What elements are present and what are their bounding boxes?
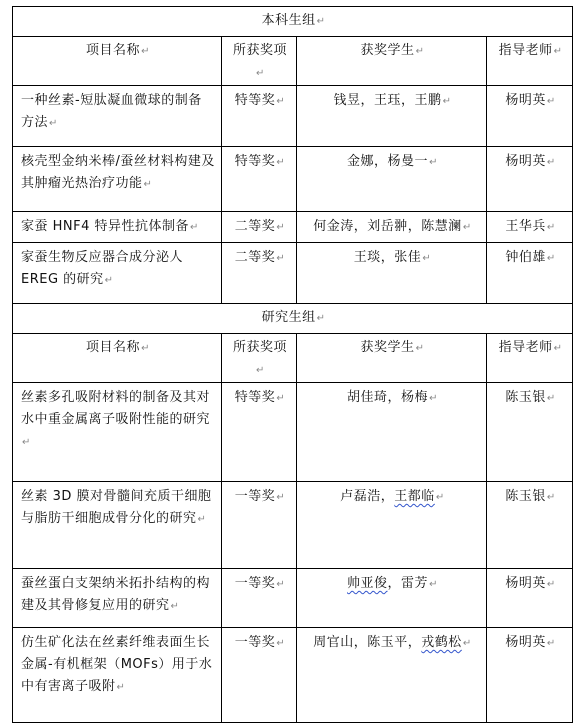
- advisor-cell: [487, 383, 573, 482]
- paragraph-mark: ↵: [462, 222, 472, 233]
- paragraph-mark: ↵: [553, 46, 563, 57]
- students-cell: [297, 383, 487, 482]
- students-text: 王琰，张佳: [353, 250, 422, 265]
- advisor-cell: [487, 243, 573, 304]
- header-students: [297, 37, 487, 86]
- header-text: 指导老师: [498, 340, 553, 355]
- project-cell: [13, 86, 222, 147]
- advisor-text: 杨明英: [505, 154, 546, 169]
- paragraph-mark: ↵: [276, 253, 286, 264]
- section-title-graduate: [13, 304, 573, 334]
- advisor-text: 钟伯雄: [505, 250, 546, 265]
- advisor-text: 陈玉银: [505, 489, 546, 504]
- table-row: [13, 482, 573, 569]
- header-award: [222, 334, 297, 383]
- paragraph-mark: ↵: [143, 179, 153, 190]
- students-cell: [297, 243, 487, 304]
- award-cell: [222, 86, 297, 147]
- project-cell: [13, 243, 222, 304]
- paragraph-mark: ↵: [546, 393, 556, 404]
- paragraph-mark: ↵: [546, 222, 556, 233]
- header-text: 所获奖项: [232, 43, 287, 58]
- header-text: 获奖学生: [360, 43, 415, 58]
- paragraph-mark: ↵: [546, 157, 556, 168]
- paragraph-mark: ↵: [116, 682, 126, 693]
- paragraph-mark: ↵: [442, 96, 452, 107]
- project-name: 丝素多孔吸附材料的制备及其对水中重金属离子吸附性能的研究: [21, 390, 211, 427]
- students-text: 何金涛，刘岳翀，陈慧澜: [313, 219, 462, 234]
- students-text: 钱昱，王珏，王鹏: [333, 93, 442, 108]
- paragraph-mark: ↵: [170, 601, 180, 612]
- paragraph-mark: ↵: [22, 437, 31, 448]
- advisor-cell: [487, 628, 573, 723]
- paragraph-mark: ↵: [546, 579, 556, 590]
- section-title-text: 本科生组: [261, 13, 316, 28]
- header-row-graduate: [13, 334, 573, 383]
- paragraph-mark: ↵: [316, 313, 326, 324]
- project-cell: [13, 569, 222, 628]
- paragraph-mark: ↵: [197, 514, 207, 525]
- paragraph-mark: ↵: [429, 579, 438, 590]
- header-advisor: [487, 334, 573, 383]
- project-cell: [13, 212, 222, 243]
- students-text: ，雷芳: [387, 576, 429, 591]
- project-name: 家蚕 HNF4 特异性抗体制备: [21, 219, 190, 234]
- table-row: [13, 569, 573, 628]
- paragraph-mark: ↵: [546, 96, 556, 107]
- award-cell: [222, 383, 297, 482]
- spellcheck-flagged-name: 帅亚俊: [347, 576, 388, 591]
- spellcheck-flagged-name: 戎鹤松: [421, 635, 462, 650]
- header-text: 获奖学生: [360, 340, 415, 355]
- project-cell: [13, 628, 222, 723]
- award-cell: [222, 569, 297, 628]
- advisor-cell: [487, 147, 573, 212]
- award-cell: [222, 212, 297, 243]
- table-row: [13, 628, 573, 723]
- paragraph-mark: ↵: [429, 157, 438, 168]
- project-cell: [13, 482, 222, 569]
- award-text: 一等奖: [234, 576, 276, 591]
- paragraph-mark: ↵: [415, 343, 425, 354]
- award-table: [12, 6, 573, 723]
- students-text: 周官山，陈玉平，: [313, 635, 422, 650]
- header-students: [297, 334, 487, 383]
- paragraph-mark: ↵: [276, 579, 286, 590]
- award-cell: [222, 482, 297, 569]
- project-name: 丝素 3D 膜对骨髓间充质干细胞与脂肪干细胞成骨分化的研究: [21, 489, 212, 526]
- students-cell: [297, 212, 487, 243]
- header-award: [222, 37, 297, 86]
- students-cell: [297, 569, 487, 628]
- paragraph-mark: ↵: [429, 393, 438, 404]
- advisor-text: 杨明英: [505, 576, 546, 591]
- paragraph-mark: ↵: [435, 492, 445, 503]
- paragraph-mark: ↵: [276, 96, 286, 107]
- award-text: 特等奖: [234, 390, 276, 405]
- award-text: 二等奖: [234, 219, 276, 234]
- award-cell: [222, 243, 297, 304]
- award-text: 一等奖: [234, 489, 276, 504]
- award-text: 一等奖: [234, 635, 276, 650]
- header-project: [13, 334, 222, 383]
- advisor-text: 杨明英: [505, 93, 546, 108]
- students-cell: [297, 86, 487, 147]
- spellcheck-flagged-name: 王都临: [394, 489, 435, 504]
- header-text: 指导老师: [498, 43, 553, 58]
- project-name: 蚕丝蛋白支架纳米拓扑结构的构建及其骨修复应用的研究: [21, 576, 211, 613]
- paragraph-mark: ↵: [141, 46, 150, 57]
- advisor-text: 杨明英: [505, 635, 546, 650]
- project-name: 家蚕生物反应器合成分泌人 EREG 的研究: [21, 250, 184, 287]
- award-text: 特等奖: [234, 93, 276, 108]
- paragraph-mark: ↵: [462, 638, 472, 649]
- paragraph-mark: ↵: [546, 638, 556, 649]
- advisor-text: 王华兵: [505, 219, 546, 234]
- advisor-cell: [487, 569, 573, 628]
- table-row: [13, 212, 573, 243]
- table-row: [13, 86, 573, 147]
- students-cell: [297, 628, 487, 723]
- header-row-undergrad: [13, 37, 573, 86]
- paragraph-mark: ↵: [276, 222, 286, 233]
- project-name: 核壳型金纳米棒/蚕丝材料构建及其肿瘤光热治疗功能: [21, 154, 215, 191]
- paragraph-mark: ↵: [415, 46, 425, 57]
- students-cell: [297, 147, 487, 212]
- paragraph-mark: ↵: [553, 343, 563, 354]
- advisor-cell: [487, 86, 573, 147]
- students-cell: [297, 482, 487, 569]
- section-title-undergrad: [13, 7, 573, 37]
- award-cell: [222, 147, 297, 212]
- paragraph-mark: ↵: [104, 275, 114, 286]
- table-row: [13, 243, 573, 304]
- students-text: 金娜，杨曼一: [347, 154, 429, 169]
- advisor-cell: [487, 212, 573, 243]
- section-title-text: 研究生组: [261, 310, 316, 325]
- paragraph-mark: ↵: [141, 343, 150, 354]
- header-text: 项目名称: [86, 43, 141, 58]
- paragraph-mark: ↵: [276, 157, 286, 168]
- paragraph-mark: ↵: [546, 253, 556, 264]
- advisor-text: 陈玉银: [505, 390, 546, 405]
- students-text: 卢磊浩，: [340, 489, 395, 504]
- project-name: 仿生矿化法在丝素纤维表面生长金属-有机框架（MOFs）用于水中有害离子吸附: [21, 635, 213, 694]
- paragraph-mark: ↵: [316, 16, 326, 27]
- header-text: 项目名称: [86, 340, 141, 355]
- students-text: 胡佳琦，杨梅: [347, 390, 429, 405]
- paragraph-mark: ↵: [190, 222, 199, 233]
- project-name: 一种丝素-短肽凝血微球的制备方法: [21, 93, 202, 130]
- header-advisor: [487, 37, 573, 86]
- paragraph-mark: ↵: [276, 638, 286, 649]
- advisor-cell: [487, 482, 573, 569]
- award-text: 特等奖: [234, 154, 276, 169]
- paragraph-mark: ↵: [546, 492, 556, 503]
- header-project: [13, 37, 222, 86]
- paragraph-mark: ↵: [276, 492, 286, 503]
- award-text: 二等奖: [234, 250, 276, 265]
- paragraph-mark: ↵: [276, 393, 286, 404]
- table-row: [13, 147, 573, 212]
- project-cell: [13, 147, 222, 212]
- project-cell: [13, 383, 222, 482]
- paragraph-mark: ↵: [256, 365, 265, 376]
- header-text: 所获奖项: [232, 340, 287, 355]
- paragraph-mark: ↵: [256, 68, 265, 79]
- award-cell: [222, 628, 297, 723]
- paragraph-mark: ↵: [422, 253, 432, 264]
- table-row: [13, 383, 573, 482]
- paragraph-mark: ↵: [49, 118, 58, 129]
